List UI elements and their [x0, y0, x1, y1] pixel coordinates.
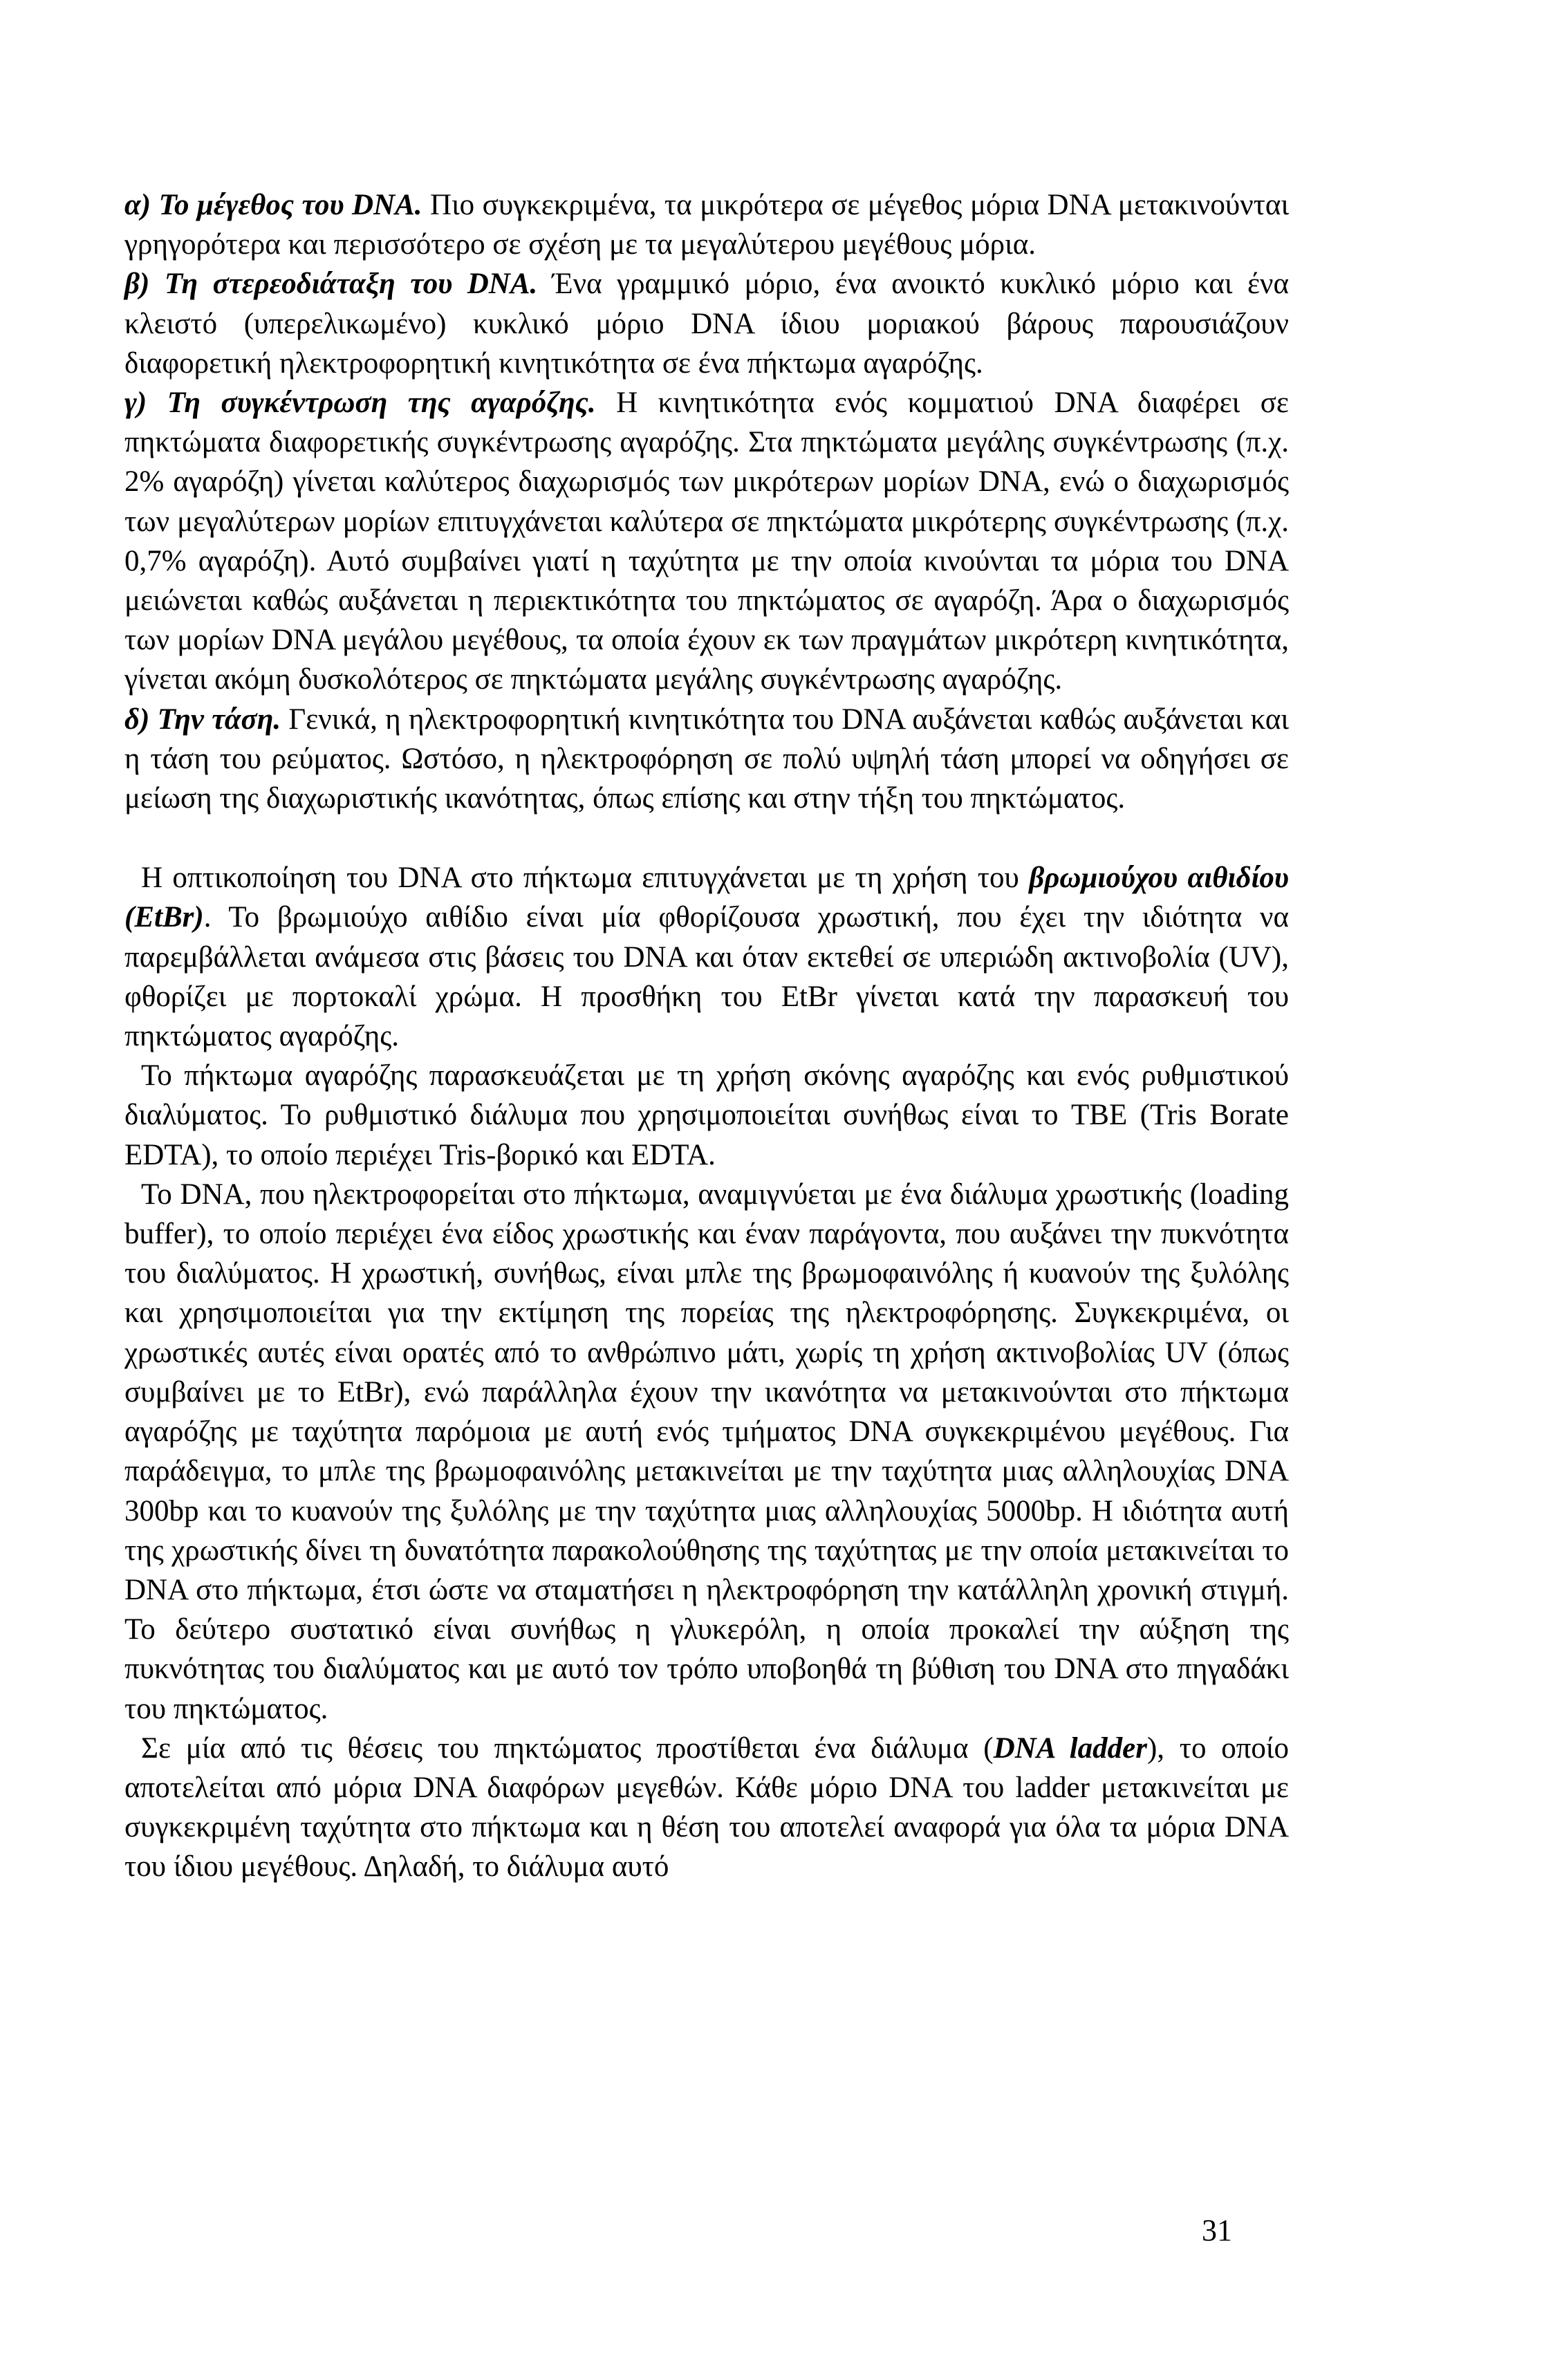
factor-text: Γενικά, η ηλεκτροφορητική κινητικότητα του DNA αυξάνεται καθώς αυξάνεται και η τάση του ρεύματος. Ωστόσο, η ηλεκτροφόρηση σε πολύ υψηλή τάση μπορεί να οδηγήσει σε μείωση της διαχωριστικής ικανότητας, όπως επίσης και στην τήξη του πηκτώματος. [124, 703, 1289, 815]
factor-text: Πιο συγκεκριμένα, τα μικρότερα σε μέγεθος μόρια DNA μετακινούνται γρηγορότερα και περισσότερο σε σχέση με τα μεγαλύτερου μεγέθους μόρια. [124, 189, 1290, 261]
factor-heading: γ) Τη συγκέντρωση της αγαρόζης. [124, 387, 596, 420]
paragraph-dna-ladder [124, 1729, 1289, 1887]
factor-agarose-concentration [124, 383, 1289, 700]
term-dna-ladder: DNA ladder [993, 1731, 1147, 1765]
body-text [124, 185, 1289, 1887]
paragraph-loading-buffer: Το DNA, που ηλεκτροφορείται στο πήκτωμα, αναμιγνύεται με ένα διάλυμα χρωστικής (loading buffer), το οποίο περιέχει ένα είδος χρωστικής και έναν παράγοντα, που αυξάνει την πυκνότητα του διαλύματος. Η χρωστική, συνήθως, είναι μπλε της βρωμοφαινόλης ή κυανούν της ξυλόλης και χρησιμοποιείται για την εκτίμηση της πορείας της ηλεκτροφόρησης. Συγκεκριμένα, οι χρωστικές αυτές είναι ορατές από το ανθρώπινο μάτι, χωρίς τη χρήση ακτινοβολίας UV (όπως συμβαίνει με το EtBr), ενώ παράλληλα έχουν την ικανότητα να μετακινούνται στο πήκτωμα αγαρόζης με ταχύτητα παρόμοια με αυτή ενός τμήματος DNA συγκεκριμένου μεγέθους. Για παράδειγμα, το μπλε της βρωμοφαινόλης μετακινείται με την ταχύτητα μιας αλληλουχίας DNA 300bp και το κυανούν της ξυλόλης με την ταχύτητα μιας αλληλουχίας 5000bp. Η ιδιότητα αυτή της χρωστικής δίνει τη δυνατότητα παρακολούθησης της ταχύτητας με την οποία μετακινείται το DNA στο πήκτωμα, έτσι ώστε να σταματήσει η ηλεκτροφόρηση την κατάλληλη χρονική στιγμή. Το δεύτερο συστατικό είναι συνήθως η γλυκερόλη, η οποία προκαλεί την αύξηση της πυκνότητας του διαλύματος και με αυτό τον τρόπο υποβοηθά τη βύθιση του DNA στο πηγαδάκι του πηκτώματος. [124, 1178, 1289, 1725]
paragraph-text: . Το βρωμιούχο αιθίδιο είναι μία φθορίζουσα χρωστική, που έχει την ιδιότητα να παρεμβάλλεται ανάμεσα στις βάσεις του DNA και όταν εκτεθεί σε υπεριώδη ακτινοβολία (UV), φθορίζει με πορτοκαλί χρώμα. Η προσθήκη του EtBr γίνεται κατά την παρασκευή του πηκτώματος αγαρόζης. [124, 901, 1289, 1053]
factor-text: Ένα γραμμικό μόριο, ένα ανοικτό κυκλικό μόριο και ένα κλειστό (υπερελικωμένο) κυκλικό μόριο DNA ίδιου μοριακού βάρους παρουσιάζουν διαφορετική ηλεκτροφορητική κινητικότητα σε ένα πήκτωμα αγαρόζης. [124, 268, 1289, 380]
page-number: 31 [1202, 2213, 1232, 2247]
paragraph-text: Σε μία από τις θέσεις του πηκτώματος προστίθεται ένα διάλυμα ( [141, 1731, 994, 1765]
factor-heading: δ) Την τάση. [124, 703, 281, 736]
paragraph-text: Η οπτικοποίηση του DNA στο πήκτωμα επιτυγχάνεται με τη χρήση του [141, 862, 1030, 895]
paragraph-gel-preparation: Το πήκτωμα αγαρόζης παρασκευάζεται με τη χρήση σκόνης αγαρόζης και ενός ρυθμιστικού διαλύματος. Το ρυθμιστικό διάλυμα που χρησιμοποιείται συνήθως είναι το TBE (Tris Borate EDTA), το οποίο περιέχει Tris-βορικό και EDTA. [124, 1059, 1289, 1171]
paragraph-text: ), το οποίο αποτελείται από μόρια DNA διαφόρων μεγεθών. Κάθε μόριο DNA του ladder μετακινείται με συγκεκριμένη ταχύτητα στο πήκτωμα και η θέση του αποτελεί αναφορά για όλα τα μόρια DNA του ίδιου μεγέθους. Δηλαδή, το διάλυμα αυτό [124, 1731, 1290, 1884]
factor-text: Η κινητικότητα ενός κομματιού DNA διαφέρει σε πηκτώματα διαφορετικής συγκέντρωσης αγαρόζης. Στα πηκτώματα μεγάλης συγκέντρωσης (π.χ. 2% αγαρόζη) γίνεται καλύτερος διαχωρισμός των μικρότερων μορίων DNA, ενώ ο διαχωρισμός των μεγαλύτερων μορίων επιτυγχάνεται καλύτερα σε πηκτώματα μικρότερης συγκέντρωσης (π.χ. 0,7% αγαρόζη). Αυτό συμβαίνει γιατί η ταχύτητα με την οποία κινούνται τα μόρια του DNA μειώνεται καθώς αυξάνεται η περιεκτικότητα του πηκτώματος σε αγαρόζη. Άρα ο διαχωρισμός των μορίων DNA μεγάλου μεγέθους, τα οποία έχουν εκ των πραγμάτων μικρότερη κινητικότητα, γίνεται ακόμη δυσκολότερος σε πηκτώματα μεγάλης συγκέντρωσης αγαρόζης. [124, 387, 1289, 696]
factor-voltage [124, 700, 1289, 819]
factor-heading: β) Τη στερεοδιάταξη του DNA. [124, 268, 538, 301]
term-etbr: βρωμιούχου αιθιδίου (EtBr) [124, 862, 1289, 934]
factor-conformation [124, 264, 1289, 383]
paragraph-visualization [124, 858, 1289, 1056]
factor-size [124, 185, 1289, 264]
factor-heading: α) Το μέγεθος του DNA. [124, 189, 422, 221]
